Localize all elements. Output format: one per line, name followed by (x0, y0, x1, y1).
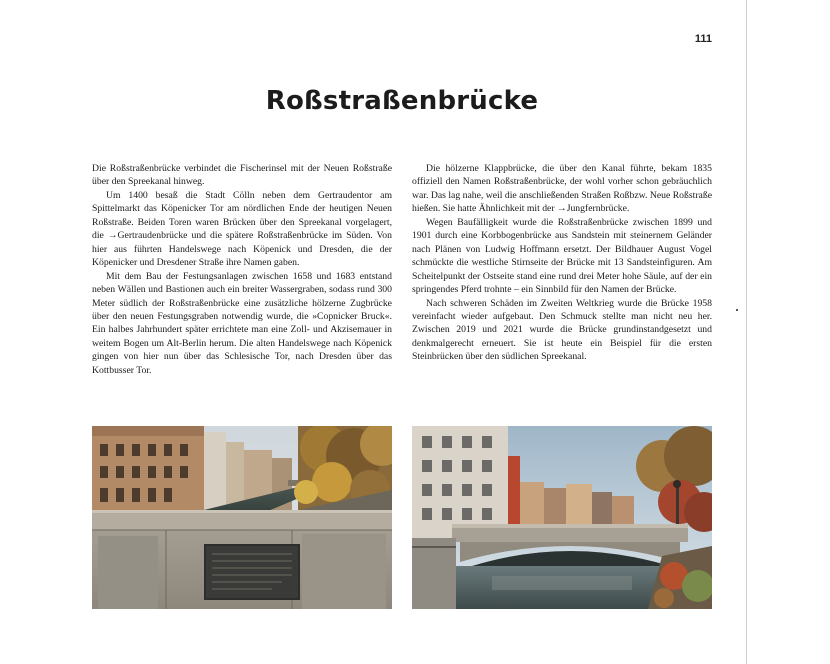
text-column-right (412, 162, 712, 364)
page-edge-divider (746, 0, 747, 664)
paragraph: Um 1400 besaß die Stadt Cölln neben dem Gertraudentor am Spittelmarkt das Köpenicker Tor am nördlichen Ende der heutigen Neuen Roßstraße. Beiden Toren waren Brücken über den Spreekanal vorgelagert, die →Gertraudenbrücke und die spätere Roßstraßenbrücke im Süden. Von hier aus führten Handelswege nach Köpenick und Dresden, die der Köpenicker und Dresdener Straße ihre Namen gaben. (92, 189, 392, 269)
stray-mark (736, 309, 738, 311)
paragraph: Die hölzerne Klappbrücke, die über den Kanal führte, bekam 1835 offiziell den Namen Roßstraßenbrücke, der wohl vorher schon gebräuchlich war. Das lag nahe, weil die anschließenden Straßen Roßbzw. Neue Roßstraße hießen. Sie hatte Ähnlichkeit mit der →Jungfernbrücke. (412, 163, 712, 215)
text-column-left (92, 162, 392, 377)
paragraph: Nach schweren Schäden im Zweiten Weltkrieg wurde die Brücke 1958 vereinfacht wieder aufgebaut. Den Schmuck stellte man nicht neu her. Zwischen 2019 und 2021 wurde die Brücke grundinstandgesetzt und denkmalgerecht erneuert. Sie ist heute ein Beispiel für die ersten Steinbrücken über den südlichen Spreekanal. (412, 297, 712, 363)
photo-bridge-parapet-plaque (92, 426, 392, 609)
paragraph: Die Roßstraßenbrücke verbindet die Fischerinsel mit der Neuen Roßstraße über den Spreekanal hinweg. (92, 163, 392, 188)
photo-stone-arch-bridge (412, 426, 712, 609)
page-title: Roßstraßenbrücke (265, 86, 539, 116)
paragraph: Wegen Baufälligkeit wurde die Roßstraßenbrücke zwischen 1899 und 1901 durch eine Korbbogenbrücke aus Sandstein mit steinernem Geländer nach Plänen von Ludwig Hoffmann ersetzt. Der Bildhauer August Vogel schmückte die westliche Stirnseite der Brücke mit 13 Sandsteinfiguren. Am Scheitelpunkt der Ostseite stand eine rund drei Meter hohe Säule, auf der ein springendes Pferd trohnte – ein Sinnbild für den Namen der Brücke. (412, 216, 712, 296)
page-number: 111 (694, 33, 712, 45)
paragraph: Mit dem Bau der Festungsanlagen zwischen 1658 und 1683 entstand neben Wällen und Bastionen auch ein breiter Wassergraben, sodass rund 300 Meter südlich der Roßstraßenbrücke eine zusätzliche hölzerne Zugbrücke über den neuen Festungsgraben notwendig wurde, die »Copnicker Bruck«. Ein halbes Jahrhundert später errichtete man eine Zoll- und Akzisemauer in weitem Bogen um Alt-Berlin herum. Die alten Handelswege nach Köpenick gingen von hier nun über das Schlesische Tor, nach Dresden über das Kottbusser Tor. (92, 270, 392, 376)
